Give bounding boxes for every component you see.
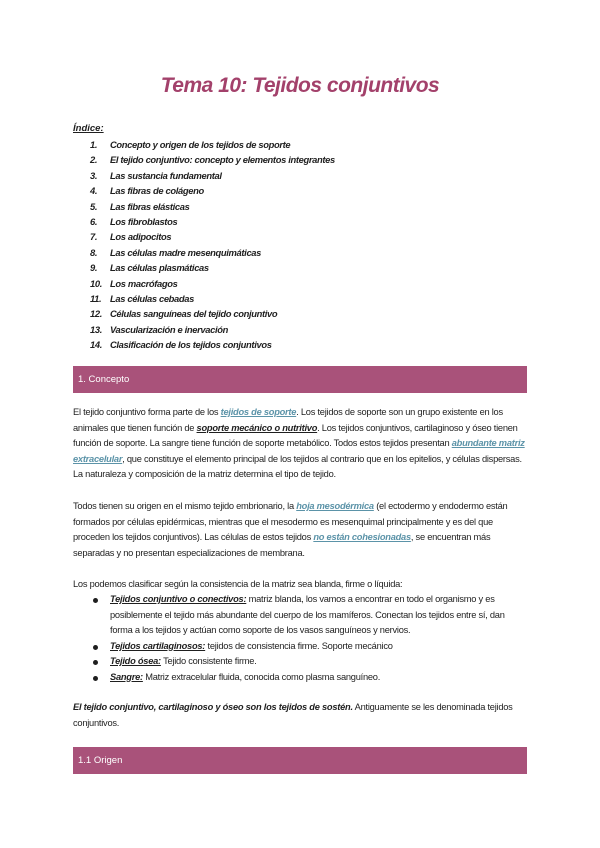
index-item-number: 5. [90, 200, 98, 212]
text-run: El tejido conjuntivo forma parte de los [73, 407, 221, 417]
index-item-text: Los adipocitos [110, 231, 172, 243]
index-item-number: 1. [90, 139, 98, 150]
index-item [90, 152, 335, 167]
index-item-number: 10. [90, 277, 102, 289]
index-item [90, 322, 335, 337]
classification-text: tejidos de consistencia firme. Soporte mecánico [205, 640, 393, 651]
index-item-text: Vascularización e inervación [110, 323, 229, 335]
classification-item [73, 654, 529, 670]
index-item-text: Los fibroblastos [110, 215, 178, 227]
classification-text: matriz blanda, los vamos a encontrar en todo el organismo y es posiblemente el tejido más abundante del cuerpo de los mamíferos. Conectan los tejidos entre sí, dan forma a los tejidos y actúan como soporte de los vasos sanguíneos y nervios. [110, 594, 505, 635]
index-item [90, 337, 335, 352]
index-item [90, 245, 335, 260]
paragraph-sosten [73, 700, 529, 731]
text-run: (el ectodermo y endodermo están formados por células epidérmicas, mientras que el mesodermo es mesenquimal principalmente y es del que proceden los tejidos conjuntivos). Las células de estos tejidos [73, 501, 508, 542]
classification-list [73, 592, 529, 685]
emphasis-sosten: El tejido conjuntivo, cartilaginoso y óseo son los tejidos de sostén. [73, 702, 353, 712]
classification-term: Tejidos conjuntivo o conectivos: [110, 594, 247, 604]
index-item [90, 199, 335, 214]
index-label: Índice: [73, 123, 104, 134]
index-item-text: Las fibras elásticas [110, 200, 190, 212]
page-title: Tema 10: Tejidos conjuntivos [160, 74, 440, 97]
index-item [90, 306, 335, 321]
index-item [90, 291, 335, 306]
index-list [90, 137, 335, 352]
index-item-number: 13. [90, 323, 102, 335]
text-run: , que constituye el elemento principal de los tejidos al contrario que en los epitelios, y células dispersas. La naturaleza y composición de la matriz determina el tipo de tejido. [73, 453, 522, 479]
index-item-text: Las fibras de colágeno [110, 185, 204, 197]
classification-term: Sangre: [110, 671, 143, 682]
index-item [90, 214, 335, 229]
highlight-no-cohesionadas: no están cohesionadas [313, 532, 411, 542]
index-item-text: Concepto y origen de los tejidos de soporte [110, 139, 291, 150]
index-item-text: Células sanguíneas del tejido conjuntivo [110, 308, 278, 320]
text-run: . Los tejidos conjuntivos, cartilaginoso y óseo tienen función de soporte. La sangre tiene función de soporte metabólico. Todos estos tejidos presentan [73, 422, 518, 448]
index-item-number: 3. [90, 169, 98, 181]
index-item-text: El tejido conjuntivo: concepto y elementos integrantes [110, 154, 335, 166]
index-item-text: Clasificación de los tejidos conjuntivos [110, 339, 272, 351]
index-item [90, 229, 335, 244]
index-item-number: 9. [90, 262, 98, 274]
index-item [90, 137, 335, 152]
classification-item [73, 639, 529, 655]
index-item-text: Las células cebadas [110, 292, 195, 304]
highlight-hoja-mesodermica: hoja mesodérmica [296, 501, 374, 511]
section-heading-origen: 1.1 Origen [73, 747, 527, 774]
index-item-text: Los macrófagos [110, 277, 178, 289]
classification-item [73, 592, 529, 639]
index-item-number: 14. [90, 339, 102, 351]
classification-term: Tejido ósea: [110, 656, 161, 666]
text-run: , se encuentran más separadas y no presentan especializaciones de membrana. [73, 532, 491, 558]
highlight-tejidos-de-soporte: tejidos de soporte [220, 407, 297, 417]
classification-term: Tejidos cartilaginosos: [110, 640, 206, 651]
index-item-number: 4. [90, 185, 98, 197]
paragraph-concepto-1 [73, 405, 529, 483]
index-item [90, 260, 335, 275]
highlight-matriz-extracelular: abundante matriz extracelular [73, 438, 525, 464]
index-item-number: 11. [90, 292, 102, 304]
classification-text: Matriz extracelular fluida, conocida como plasma sanguíneo. [142, 671, 381, 682]
index-item-text: Las células plasmáticas [110, 262, 209, 274]
paragraph-concepto-2 [73, 499, 529, 561]
index-item-number: 6. [90, 215, 98, 227]
index-item-number: 2. [90, 154, 98, 166]
index-item [90, 168, 335, 183]
classification-text: Tejido consistente firme. [160, 656, 257, 666]
index-item-number: 7. [90, 231, 98, 243]
paragraph-clasificacion: Los podemos clasificar según la consistencia de la matriz sea blanda, firme o líquida: [73, 579, 403, 589]
text-run: . Los tejidos de soporte son un grupo existente en los animales que tienen función de [73, 407, 503, 433]
index-item [90, 183, 335, 198]
classification-item [73, 670, 529, 686]
emphasis-soporte: soporte mecánico o nutritivo [196, 422, 318, 433]
index-item-number: 12. [90, 308, 102, 320]
section-heading-concepto: 1. Concepto [73, 366, 527, 393]
index-item-number: 8. [90, 246, 98, 258]
index-item-text: Las sustancia fundamental [110, 169, 222, 181]
text-run: Antiguamente se les denominada tejidos conjuntivos. [73, 702, 513, 728]
index-item-text: Las células madre mesenquimáticas [110, 246, 262, 258]
index-item [90, 276, 335, 291]
text-run: Todos tienen su origen en el mismo tejido embrionario, la [73, 501, 297, 511]
